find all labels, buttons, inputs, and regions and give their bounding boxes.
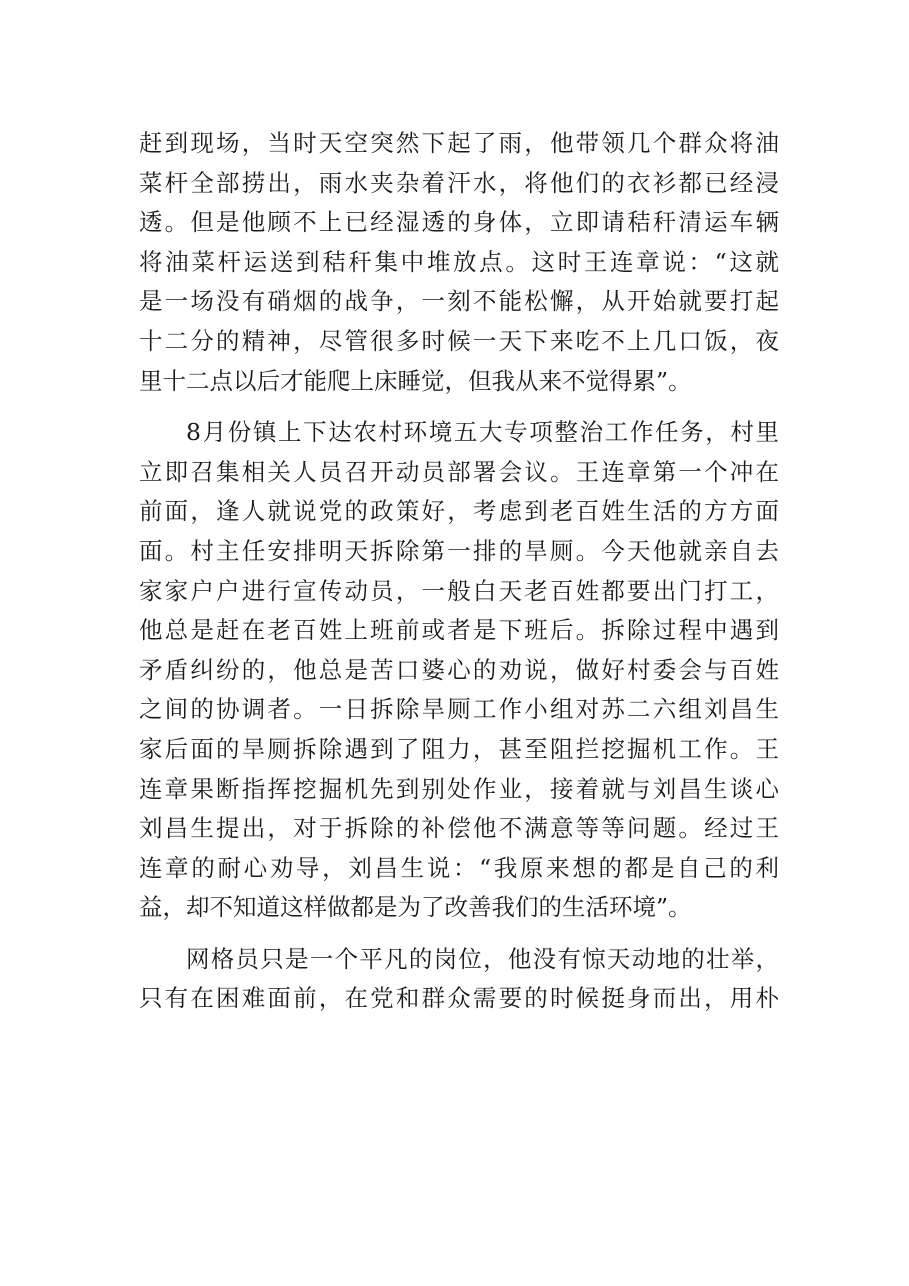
paragraph-line: 之间的协调者。一日拆除旱厕工作小组对苏二六组刘昌生 [139, 695, 779, 724]
paragraph-line: 里十二点以后才能爬上床睡觉，但我从来不觉得累”。 [139, 366, 692, 395]
paragraph-line: 8月份镇上下达农村环境五大专项整治工作任务，村里 [186, 418, 779, 447]
paragraph-line: 透。但是他顾不上已经湿透的身体，立即请秸秆清运车辆 [139, 208, 779, 237]
paragraph-line: 网格员只是一个平凡的岗位，他没有惊天动地的壮举， [186, 944, 779, 973]
paragraph-line: 前面，逢人就说党的政策好，考虑到老百姓生活的方方面 [139, 497, 779, 526]
paragraph-spacer [139, 401, 779, 413]
paragraph-spacer [139, 928, 779, 940]
paragraph-line: 他总是赶在老百姓上班前或者是下班后。拆除过程中遇到 [139, 616, 779, 645]
paragraph-line: 家后面的旱厕拆除遇到了阻力，甚至阻拦挖掘机工作。王 [139, 734, 779, 763]
paragraph-line: 矛盾纠纷的，他总是苦口婆心的劝说，做好村委会与百姓 [139, 655, 779, 684]
paragraph-line: 家家户户进行宣传动员，一般白天老百姓都要出门打工， [139, 576, 779, 605]
paragraph-line: 菜杆全部捞出，雨水夹杂着汗水，将他们的衣衫都已经浸 [139, 168, 779, 197]
paragraph-line: 将油菜杆运送到秸秆集中堆放点。这时王连章说：“这就 [139, 247, 779, 276]
paragraph-line: 赶到现场，当时天空突然下起了雨，他带领几个群众将油 [139, 129, 779, 157]
paragraph-line: 十二分的精神，尽管很多时候一天下来吃不上几口饭，夜 [139, 326, 779, 355]
paragraph-line: 刘昌生提出，对于拆除的补偿他不满意等等问题。经过王 [139, 814, 779, 843]
paragraph-line: 面。村主任安排明天拆除第一排的旱厕。今天他就亲自去 [139, 536, 779, 565]
paragraph-line: 连章的耐心劝导，刘昌生说：“我原来想的都是自己的利 [139, 853, 779, 882]
paragraph-line: 是一场没有硝烟的战争，一刻不能松懈，从开始就要打起 [139, 287, 779, 316]
paragraph-2 [139, 413, 779, 928]
paragraph-line: 益，却不知道这样做都是为了改善我们的生活环境”。 [139, 893, 692, 922]
document-body [139, 124, 779, 1019]
paragraph-3 [139, 940, 779, 1019]
paragraph-line: 只有在困难面前，在党和群众需要的时候挺身而出，用朴 [139, 984, 779, 1013]
paragraph-1 [139, 124, 779, 401]
paragraph-line: 连章果断指挥挖掘机先到别处作业，接着就与刘昌生谈心 [139, 774, 779, 803]
paragraph-line: 立即召集相关人员召开动员部署会议。王连章第一个冲在 [139, 457, 779, 486]
